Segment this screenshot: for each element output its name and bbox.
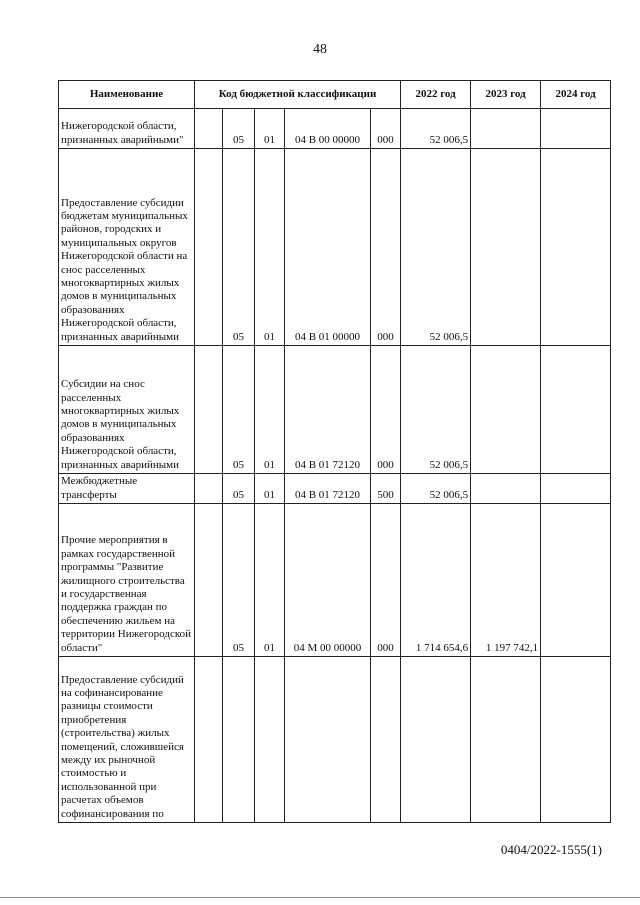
row-value-2024 <box>541 657 611 823</box>
row-subsection: 01 <box>255 504 285 657</box>
row-value-2024 <box>541 504 611 657</box>
row-value-2022: 52 006,5 <box>401 109 471 149</box>
row-value-2022: 1 714 654,6 <box>401 504 471 657</box>
row-expense-type: 000 <box>371 504 401 657</box>
table-row <box>59 474 611 504</box>
row-target-code: 04 В 00 00000 <box>285 109 371 149</box>
row-value-2024 <box>541 346 611 474</box>
row-expense-type: 500 <box>371 474 401 504</box>
row-name: Межбюджетные трансферты <box>59 474 195 504</box>
header-name: Наименование <box>59 81 195 109</box>
row-target-code: 04 В 01 72120 <box>285 474 371 504</box>
table-row <box>59 346 611 474</box>
row-value-2023: 1 197 742,1 <box>471 504 541 657</box>
row-expense-type: 000 <box>371 149 401 346</box>
row-value-2024 <box>541 474 611 504</box>
row-name: Нижегородской области, признанных аварийными" <box>59 109 195 149</box>
row-subsection: 01 <box>255 474 285 504</box>
header-code: Код бюджетной классификации <box>195 81 401 109</box>
row-expense-type <box>371 657 401 823</box>
row-value-2023 <box>471 474 541 504</box>
row-section <box>223 657 255 823</box>
row-target-code <box>285 657 371 823</box>
row-target-code: 04 В 01 00000 <box>285 149 371 346</box>
row-section: 05 <box>223 149 255 346</box>
row-name: Предоставление субсидии бюджетам муниципальных районов, городских и муниципальных округов Нижегородской области на снос расселенных многоквартирных жилых домов в муниципальных образованиях Нижегородской области, признанных аварийными <box>59 149 195 346</box>
row-value-2023 <box>471 109 541 149</box>
row-name: Субсидии на снос расселенных многоквартирных жилых домов в муниципальных образованиях Нижегородской области, признанных аварийными <box>59 346 195 474</box>
row-section: 05 <box>223 109 255 149</box>
row-value-2022: 52 006,5 <box>401 346 471 474</box>
row-name: Прочие мероприятия в рамках государственной программы "Развитие жилищного строительства и государственная поддержка граждан по обеспечению жильем на территории Нижегородской области" <box>59 504 195 657</box>
page-number: 48 <box>313 42 327 57</box>
table-header-row <box>59 81 611 109</box>
row-subsection: 01 <box>255 109 285 149</box>
row-value-2023 <box>471 149 541 346</box>
document-id: 0404/2022-1555(1) <box>500 842 602 857</box>
row-value-2024 <box>541 109 611 149</box>
row-expense-type: 000 <box>371 109 401 149</box>
budget-table <box>58 80 611 823</box>
header-2022: 2022 год <box>401 81 471 109</box>
table-row <box>59 657 611 823</box>
row-target-code: 04 М 00 00000 <box>285 504 371 657</box>
footer-divider <box>0 897 640 898</box>
row-subsection: 01 <box>255 346 285 474</box>
table-row <box>59 504 611 657</box>
row-target-code: 04 В 01 72120 <box>285 346 371 474</box>
row-section: 05 <box>223 474 255 504</box>
row-value-2022 <box>401 657 471 823</box>
row-subsection: 01 <box>255 149 285 346</box>
row-section: 05 <box>223 346 255 474</box>
header-2023: 2023 год <box>471 81 541 109</box>
row-subsection <box>255 657 285 823</box>
row-value-2023 <box>471 346 541 474</box>
row-name: Предоставление субсидий на софинансирование разницы стоимости приобретения (строительства) жилых помещений, сложившейся между их рыночной стоимостью и использованной при расчетах объемов софинансирования по <box>59 657 195 823</box>
row-expense-type: 000 <box>371 346 401 474</box>
row-value-2022: 52 006,5 <box>401 474 471 504</box>
row-section: 05 <box>223 504 255 657</box>
row-value-2024 <box>541 149 611 346</box>
row-value-2022: 52 006,5 <box>401 149 471 346</box>
table-row <box>59 109 611 149</box>
table-row <box>59 149 611 346</box>
row-value-2023 <box>471 657 541 823</box>
header-2024: 2024 год <box>541 81 611 109</box>
